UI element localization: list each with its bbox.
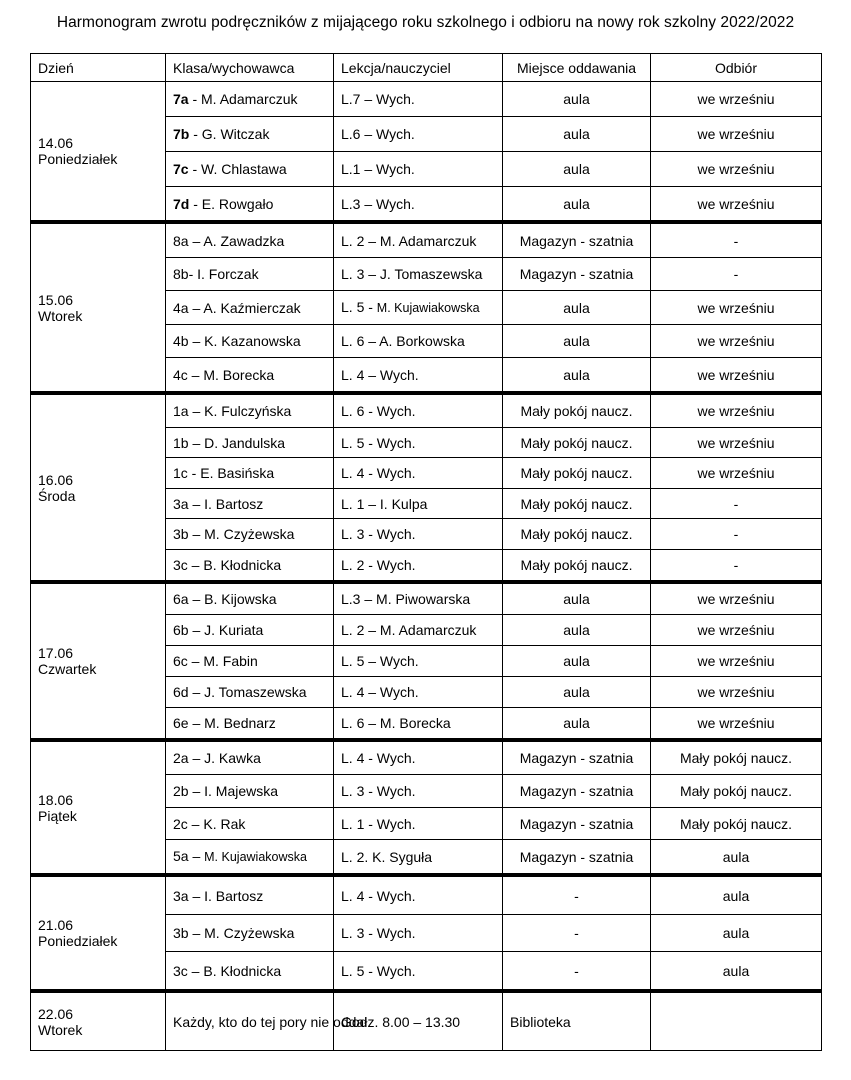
class-cell: [166, 258, 334, 291]
place-cell: [503, 840, 651, 876]
class-code: 7c: [173, 161, 189, 177]
day-cell: [31, 82, 166, 223]
pickup-cell: [651, 428, 822, 458]
day-weekday: Poniedziałek: [38, 151, 118, 167]
pickup-text: we wrześniu: [697, 91, 775, 107]
pickup-cell: [651, 393, 822, 428]
pickup-cell: [651, 775, 822, 808]
lesson-text: L. 3 - Wych.: [341, 526, 416, 542]
place-cell: [503, 708, 651, 741]
lesson-text: L. 2 - Wych.: [341, 557, 416, 573]
place-cell: [503, 582, 651, 615]
class-cell: [166, 291, 334, 325]
class-teacher: M. Kujawiakowska: [204, 850, 307, 864]
lesson-cell: [334, 358, 503, 394]
day-cell: [31, 222, 166, 393]
lesson-text: L. 4 - Wych.: [341, 887, 416, 904]
place-text: Magazyn - szatnia: [519, 266, 634, 282]
class-cell: [166, 677, 334, 708]
lesson-cell: [334, 582, 503, 615]
pickup-cell: [651, 325, 822, 358]
schedule-row: [31, 875, 822, 915]
place-text: Mały pokój naucz.: [520, 465, 633, 481]
class-cell: [166, 582, 334, 615]
pickup-cell: [651, 708, 822, 741]
class-cell: [166, 808, 334, 840]
lesson-cell: [334, 393, 503, 428]
place-text: Mały pokój naucz.: [520, 495, 633, 512]
day-weekday: Piątek: [38, 807, 77, 824]
pickup-text: Mały pokój naucz.: [679, 783, 793, 799]
header-day: Dzień: [31, 54, 166, 82]
place-cell: [503, 991, 651, 1051]
place-text: Magazyn - szatnia: [519, 783, 634, 799]
class-text: 8a – A. Zawadzka: [173, 232, 285, 249]
place-cell: [503, 775, 651, 808]
pickup-cell: [651, 152, 822, 187]
class-cell: [166, 428, 334, 458]
lesson-cell: [334, 82, 503, 117]
pickup-cell: [651, 808, 822, 840]
class-text: 6b – J. Kuriata: [173, 622, 264, 638]
class-teacher: - M. Adamarczuk: [188, 91, 298, 107]
lesson-cell: [334, 615, 503, 646]
place-text: Magazyn - szatnia: [519, 232, 634, 249]
pickup-text: we wrześniu: [697, 403, 775, 419]
day-weekday: Środa: [38, 487, 76, 504]
pickup-cell: [651, 358, 822, 394]
class-text: 1a – K. Fulczyńska: [173, 403, 292, 419]
lesson-text: L. 5 - Wych.: [341, 962, 416, 979]
place-text: Magazyn - szatnia: [519, 815, 634, 832]
place-cell: [503, 258, 651, 291]
pickup-text: -: [733, 495, 739, 512]
place-text: aula: [563, 161, 590, 177]
pickup-cell: [651, 582, 822, 615]
pickup-cell: [651, 677, 822, 708]
place-cell: [503, 808, 651, 840]
lesson-cell: [334, 117, 503, 152]
place-text: aula: [563, 126, 590, 142]
lesson-cell: [334, 152, 503, 187]
class-text: 1b – D. Jandulska: [173, 434, 286, 451]
lesson-text: L. 6 – A. Borkowska: [341, 333, 465, 349]
pickup-cell: [651, 991, 822, 1051]
pickup-text: we wrześniu: [697, 195, 775, 212]
pickup-text: -: [733, 557, 739, 573]
class-text: 2b – I. Majewska: [173, 783, 279, 799]
pickup-cell: [651, 615, 822, 646]
place-text: aula: [563, 195, 590, 212]
lesson-text: L.1 – Wych.: [341, 161, 415, 177]
schedule-row: [31, 393, 822, 428]
place-text: aula: [563, 333, 590, 349]
place-cell: [503, 117, 651, 152]
pickup-text: we wrześniu: [697, 299, 775, 316]
lesson-cell: [334, 519, 503, 550]
lesson-cell: [334, 991, 503, 1051]
place-cell: [503, 393, 651, 428]
place-cell: [503, 952, 651, 992]
day-date: 18.06: [38, 791, 74, 808]
class-cell: [166, 915, 334, 952]
place-cell: [503, 915, 651, 952]
schedule-row: [31, 222, 822, 258]
place-text: aula: [563, 653, 590, 669]
pickup-cell: [651, 258, 822, 291]
pickup-cell: [651, 222, 822, 258]
class-cell: [166, 187, 334, 223]
class-cell: [166, 840, 334, 876]
class-cell: [166, 519, 334, 550]
class-cell: [166, 615, 334, 646]
pickup-text: we wrześniu: [697, 715, 775, 731]
lesson-cell: [334, 952, 503, 992]
class-code: 7b: [173, 126, 190, 142]
place-text: -: [574, 887, 579, 904]
lesson-text: L. 3 - Wych.: [341, 783, 416, 799]
pickup-cell: [651, 646, 822, 677]
place-cell: [503, 325, 651, 358]
schedule-row: [31, 740, 822, 775]
class-cell: [166, 775, 334, 808]
header-class: Klasa/wychowawca: [166, 54, 334, 82]
lesson-text: L. 4 - Wych.: [341, 750, 416, 766]
lesson-cell: [334, 840, 503, 876]
lesson-text: L.3 – M. Piwowarska: [341, 591, 471, 607]
day-date: 15.06: [38, 291, 74, 308]
day-cell: [31, 991, 166, 1051]
place-text: Mały pokój naucz.: [520, 526, 633, 542]
class-text: 3c – B. Kłodnicka: [173, 557, 282, 573]
day-date: 14.06: [38, 135, 74, 151]
lesson-text: L. 4 – Wych.: [341, 684, 419, 700]
lesson-text: L. 6 – M. Borecka: [341, 715, 451, 731]
class-cell: [166, 458, 334, 489]
day-cell: [31, 875, 166, 991]
lesson-text: L. 5 – Wych.: [341, 653, 419, 669]
day-cell: [31, 740, 166, 875]
lesson-cell: [334, 708, 503, 741]
lesson-text: L. 5 -: [341, 299, 377, 315]
lesson-cell: [334, 187, 503, 223]
class-text: 6a – B. Kijowska: [173, 591, 277, 607]
pickup-cell: [651, 875, 822, 915]
place-text: Magazyn - szatnia: [519, 750, 634, 766]
pickup-text: Mały pokój naucz.: [679, 750, 793, 766]
pickup-cell: [651, 915, 822, 952]
class-text: 4b – K. Kazanowska: [173, 333, 301, 349]
header-pickup: Odbiór: [651, 54, 822, 82]
lesson-cell: [334, 775, 503, 808]
lesson-text: L.7 – Wych.: [341, 91, 415, 107]
place-cell: [503, 428, 651, 458]
place-text: Magazyn - szatnia: [519, 848, 634, 865]
class-cell: [166, 489, 334, 519]
lesson-text: Godz. 8.00 – 13.30: [341, 1013, 461, 1030]
lesson-text: L. 2 – M. Adamarczuk: [341, 622, 477, 638]
class-text: 2c – K. Rak: [173, 815, 246, 832]
place-cell: [503, 519, 651, 550]
day-weekday: Wtorek: [38, 307, 83, 324]
place-cell: [503, 740, 651, 775]
schedule-row: [31, 82, 822, 117]
pickup-cell: [651, 117, 822, 152]
pickup-text: aula: [722, 848, 750, 865]
place-text: -: [574, 925, 579, 941]
class-cell: [166, 550, 334, 583]
class-text: 6c – M. Fabin: [173, 653, 258, 669]
pickup-text: we wrześniu: [697, 434, 775, 451]
place-text: aula: [563, 366, 590, 383]
place-cell: [503, 358, 651, 394]
place-cell: [503, 489, 651, 519]
place-cell: [503, 550, 651, 583]
lesson-cell: [334, 646, 503, 677]
pickup-text: -: [733, 266, 739, 282]
day-weekday: Czwartek: [38, 661, 97, 677]
lesson-text: L. 5 - Wych.: [341, 434, 416, 451]
class-cell: [166, 646, 334, 677]
lesson-text: L. 6 - Wych.: [341, 403, 416, 419]
class-text: 6d – J. Tomaszewska: [173, 684, 307, 700]
place-cell: [503, 458, 651, 489]
place-text: Mały pokój naucz.: [520, 434, 633, 451]
lesson-cell: [334, 489, 503, 519]
pickup-cell: [651, 187, 822, 223]
day-date: 21.06: [38, 917, 74, 933]
pickup-text: we wrześniu: [697, 622, 775, 638]
lesson-cell: [334, 808, 503, 840]
lesson-cell: [334, 291, 503, 325]
pickup-cell: [651, 952, 822, 992]
place-cell: [503, 875, 651, 915]
pickup-text: -: [733, 526, 739, 542]
pickup-cell: [651, 840, 822, 876]
pickup-text: aula: [722, 887, 750, 904]
class-teacher: - G. Witczak: [189, 126, 270, 142]
lesson-cell: [334, 258, 503, 291]
class-text: 6e – M. Bednarz: [173, 715, 276, 731]
class-code: 7a: [173, 91, 189, 107]
place-text: aula: [563, 684, 590, 700]
class-text: 4a – A. Kaźmierczak: [173, 299, 301, 316]
pickup-text: we wrześniu: [697, 366, 775, 383]
pickup-cell: [651, 740, 822, 775]
class-teacher: - E. Rowgało: [189, 195, 274, 212]
class-cell: [166, 991, 368, 1051]
lesson-text: L. 4 - Wych.: [341, 465, 416, 481]
class-cell: [166, 222, 334, 258]
class-text: 4c – M. Borecka: [173, 366, 275, 383]
schedule-table: [30, 53, 822, 1051]
lesson-text: L. 1 - Wych.: [341, 815, 416, 832]
lesson-text: L. 4 – Wych.: [341, 366, 419, 383]
lesson-text: L. 2. K. Syguła: [341, 848, 433, 865]
place-cell: [503, 615, 651, 646]
lesson-text: L.6 – Wych.: [341, 126, 415, 142]
class-text: 8b- I. Forczak: [173, 266, 259, 282]
lesson-cell: [334, 550, 503, 583]
place-cell: [503, 152, 651, 187]
pickup-cell: [651, 291, 822, 325]
lesson-cell: [334, 222, 503, 258]
class-cell: [166, 325, 334, 358]
class-text: 1c - E. Basińska: [173, 465, 275, 481]
header-row: [31, 54, 822, 82]
lesson-cell: [334, 428, 503, 458]
schedule-row: [31, 582, 822, 615]
place-cell: [503, 222, 651, 258]
lesson-cell: [334, 458, 503, 489]
class-text: 3a – I. Bartosz: [173, 887, 264, 904]
lesson-text: L. 3 - Wych.: [341, 925, 416, 941]
pickup-cell: [651, 458, 822, 489]
pickup-cell: [651, 82, 822, 117]
class-cell: [166, 152, 334, 187]
place-text: Mały pokój naucz.: [520, 557, 633, 573]
day-weekday: Wtorek: [38, 1021, 83, 1038]
pickup-text: aula: [722, 925, 750, 941]
lesson-text: L. 3 – J. Tomaszewska: [341, 266, 483, 282]
pickup-text: Mały pokój naucz.: [679, 815, 793, 832]
class-text: 3b – M. Czyżewska: [173, 925, 295, 941]
class-cell: [166, 952, 334, 992]
lesson-cell: [334, 325, 503, 358]
class-cell: [166, 393, 334, 428]
place-text: aula: [563, 715, 590, 731]
pickup-text: we wrześniu: [697, 684, 775, 700]
class-text: 2a – J. Kawka: [173, 750, 261, 766]
place-cell: [503, 82, 651, 117]
class-code: 5a –: [173, 848, 205, 864]
pickup-text: we wrześniu: [697, 126, 775, 142]
pickup-text: aula: [722, 962, 750, 979]
day-cell: [31, 393, 166, 582]
class-text: Każdy, kto do tej pory nie oddał: [173, 1013, 368, 1030]
class-text: 3a – I. Bartosz: [173, 495, 264, 512]
pickup-text: we wrześniu: [697, 653, 775, 669]
lesson-cell: [334, 740, 503, 775]
place-cell: [503, 187, 651, 223]
pickup-cell: [651, 519, 822, 550]
class-text: 3b – M. Czyżewska: [173, 526, 295, 542]
pickup-text: we wrześniu: [697, 333, 775, 349]
lesson-text: L.3 – Wych.: [341, 195, 415, 212]
lesson-cell: [334, 915, 503, 952]
place-text: aula: [563, 91, 590, 107]
class-text: 3c – B. Kłodnicka: [173, 962, 282, 979]
place-cell: [503, 646, 651, 677]
lesson-text: L. 1 – I. Kulpa: [341, 495, 428, 512]
class-cell: [166, 82, 334, 117]
lesson-cell: [334, 875, 503, 915]
header-lesson: Lekcja/nauczyciel: [334, 54, 503, 82]
pickup-text: we wrześniu: [697, 465, 775, 481]
lesson-teacher: M. Kujawiakowska: [376, 301, 480, 315]
schedule-row: [31, 991, 822, 1051]
class-cell: [166, 875, 334, 915]
day-weekday: Poniedziałek: [38, 933, 118, 949]
class-code: 7d: [173, 195, 190, 212]
place-cell: [503, 291, 651, 325]
day-date: 16.06: [38, 471, 74, 488]
lesson-text: L. 2 – M. Adamarczuk: [341, 232, 477, 249]
header-place: Miejsce oddawania: [503, 54, 651, 82]
place-text: -: [574, 962, 579, 979]
class-cell: [166, 708, 334, 741]
pickup-cell: [651, 550, 822, 583]
pickup-cell: [651, 489, 822, 519]
day-date: 17.06: [38, 645, 74, 661]
place-text: Biblioteka: [510, 1013, 571, 1030]
place-text: aula: [563, 591, 590, 607]
page-title: Harmonogram zwrotu podręczników z mijającego roku szkolnego i odbioru na nowy rok szkolny 2022/2022: [56, 14, 795, 31]
place-text: aula: [563, 299, 590, 316]
day-date: 22.06: [38, 1005, 74, 1022]
class-cell: [166, 117, 334, 152]
pickup-text: we wrześniu: [697, 591, 775, 607]
pickup-text: we wrześniu: [697, 161, 775, 177]
class-cell: [166, 740, 334, 775]
place-text: Mały pokój naucz.: [520, 403, 633, 419]
place-cell: [503, 677, 651, 708]
day-cell: [31, 582, 166, 740]
lesson-cell: [334, 677, 503, 708]
class-cell: [166, 358, 334, 394]
pickup-text: -: [733, 232, 739, 249]
class-teacher: - W. Chlastawa: [188, 161, 287, 177]
place-text: aula: [563, 622, 590, 638]
